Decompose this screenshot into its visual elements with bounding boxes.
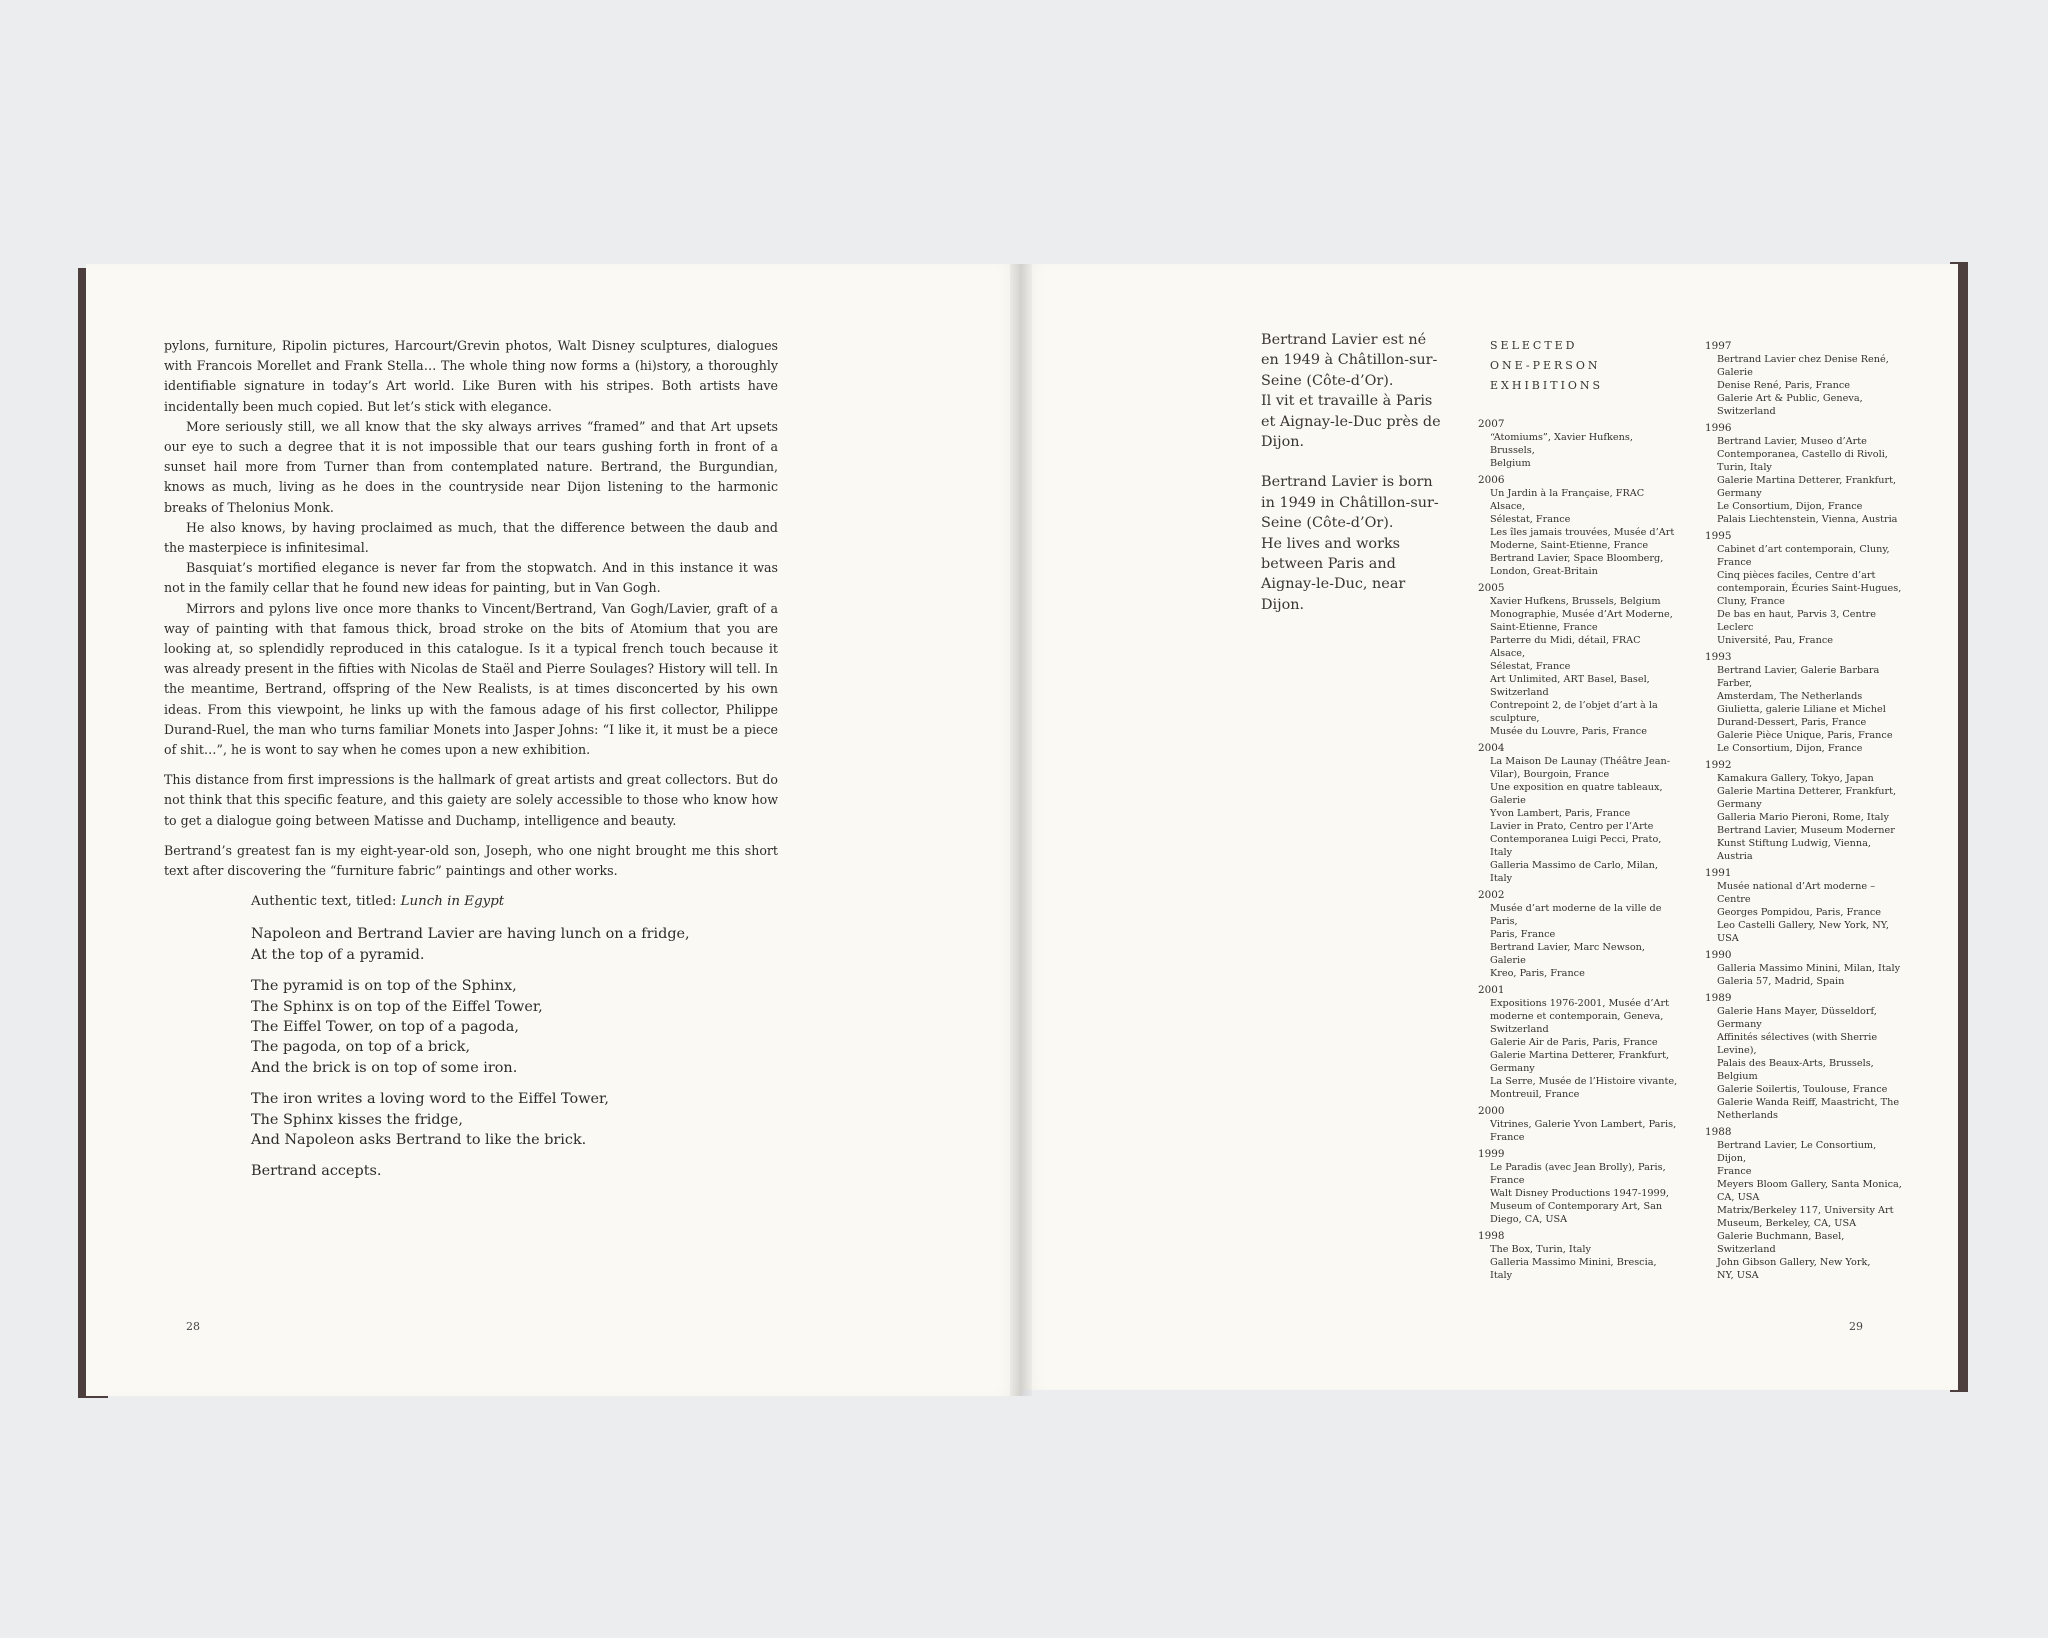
exhibitions-column-2 [1705,336,1905,1282]
exhibition-line: Saint-Etienne, France [1490,622,1598,633]
exhibition-entry [1705,772,1905,863]
exhibition-line: Germany [1717,488,1762,499]
exhibition-line: Germany [1717,799,1762,810]
poem-line: The iron writes a loving word to the Eiffel Tower, [251,1091,609,1108]
bio-line: Dijon. [1261,434,1305,451]
exhibition-line: Galerie Martina Detterer, Frankfurt, [1490,1050,1670,1061]
exhibition-line: Art Unlimited, ART Basel, Basel, [1490,674,1650,685]
exhibition-line: Bertrand Lavier, Galerie Barbara Farber, [1717,665,1880,689]
page-number-left: 28 [186,1320,200,1333]
exhibition-line: Galerie Soilertis, Toulouse, France [1717,1084,1888,1095]
bio-line: Bertrand Lavier est né [1261,332,1427,348]
exhibition-line: Galerie Pièce Unique, Paris, France [1717,730,1893,741]
exhibition-line: Durand-Dessert, Paris, France [1717,717,1867,728]
exhibition-line: Université, Pau, France [1717,635,1833,646]
bio-line: Il vit et travaille à Paris [1261,393,1433,410]
bio-line: et Aignay-le-Duc près de [1261,413,1441,430]
exhibition-entry [1705,1139,1905,1282]
exhibition-line: Expositions 1976-2001, Musée d’Art [1490,998,1669,1009]
exhibition-line: Leo Castelli Gallery, New York, NY, USA [1717,920,1889,944]
exhibition-line: Affinités sélectives (with Sherrie Levine), [1717,1032,1878,1056]
exhibition-line: France [1490,1132,1525,1143]
exhibition-line: Kunst Stiftung Ludwig, Vienna, Austria [1717,838,1871,862]
exhibition-line: Monographie, Musée d’Art Moderne, [1490,609,1673,620]
exhibition-line: Germany [1490,1063,1535,1074]
exhibition-line: Palais Liechtenstein, Vienna, Austria [1717,514,1898,525]
exhibition-year: 1989 [1705,992,1732,1004]
bio-line: between Paris and [1261,556,1396,573]
exhibition-line: Bertrand Lavier, Museum Moderner [1717,825,1895,836]
exhibition-line: Germany [1717,1019,1762,1030]
bio-english [1261,472,1441,615]
heading-line: ONE-PERSON [1490,359,1601,372]
exhibition-line: Lavier in Prato, Centro per l’Arte [1490,821,1654,832]
poem-line: And Napoleon asks Bertrand to like the brick. [251,1132,587,1149]
exhibition-line: Kamakura Gallery, Tokyo, Japan [1717,773,1874,784]
exhibition-line: The Box, Turin, Italy [1490,1244,1591,1255]
exhibition-line: Un Jardin à la Française, FRAC Alsace, [1490,488,1645,512]
exhibition-year: 1991 [1705,867,1732,879]
exhibition-line: Meyers Bloom Gallery, Santa Monica, [1717,1179,1902,1190]
exhibition-line: Bertrand Lavier, Le Consortium, Dijon, [1717,1140,1877,1164]
exhibition-line: Galleria Massimo Minini, Brescia, Italy [1490,1257,1657,1281]
exhibition-year: 1996 [1705,422,1732,434]
exhibition-line: Galerie Buchmann, Basel, Switzerland [1717,1231,1845,1255]
exhibition-line: Cabinet d’art contemporain, Cluny, [1717,544,1890,555]
bio-line: Seine (Côte-d’Or). [1261,515,1394,532]
exhibition-year: 1993 [1705,651,1732,663]
bio-line: in 1949 in Châtillon-sur- [1261,494,1439,511]
exhibition-line: Switzerland [1717,406,1776,417]
exhibition-line: “Atomiums”, Xavier Hufkens, Brussels, [1490,432,1633,456]
exhibition-line: Galerie Martina Detterer, Frankfurt, [1717,786,1897,797]
exhibition-line: Belgium [1490,458,1531,469]
exhibition-line: Museum, Berkeley, CA, USA [1717,1218,1857,1229]
exhibition-line: Musée du Louvre, Paris, France [1490,726,1647,737]
exhibition-year: 1988 [1705,1126,1732,1138]
exhibition-line: Montreuil, France [1490,1089,1580,1100]
exhibition-year: 2004 [1478,742,1505,754]
exhibition-entry [1705,435,1905,526]
exhibition-line: Yvon Lambert, Paris, France [1490,808,1631,819]
exhibition-year: 2001 [1478,984,1505,996]
exhibition-line: Galleria Mario Pieroni, Rome, Italy [1717,812,1889,823]
exhibition-line: Le Consortium, Dijon, France [1717,501,1863,512]
exhibition-entry [1705,880,1905,945]
exhibition-line: Galerie Wanda Reiff, Maastricht, The [1717,1097,1900,1108]
exhibition-line: Bertrand Lavier chez Denise René, Galerie [1717,354,1889,378]
exhibition-year: 1990 [1705,949,1732,961]
essay-paragraph: This distance from first impressions is the hallmark of great artists and great collectors. But do not think that this specific feature, and this gaiety are solely accessible to those who know how to get a dialogue going between Matisse and Duchamp, intelligence and beauty. [164,772,778,828]
essay-paragraph: pylons, furniture, Ripolin pictures, Harcourt/Grevin photos, Walt Disney sculptures, dialogues with Francois Morellet and Frank Stella… The whole thing now forms a (hi)story, a thoroughly identifiable signature in today’s Art world. Like Buren with his stripes. Both artists have incidentally been much copied. But let’s stick with elegance. [164,338,778,414]
exhibition-year: 1995 [1705,530,1732,542]
bio-line: Bertrand Lavier is born [1261,474,1433,491]
exhibition-line: France [1490,1175,1525,1186]
exhibition-line: Galleria Massimo Minini, Milan, Italy [1717,963,1901,974]
exhibition-entry [1705,664,1905,755]
exhibition-entry [1478,755,1678,885]
page-number-right: 29 [1849,1320,1863,1333]
exhibition-line: La Serre, Musée de l’Histoire vivante, [1490,1076,1678,1087]
exhibition-line: Musée d’art moderne de la ville de Paris, [1490,903,1662,927]
exhibition-line: Palais des Beaux-Arts, Brussels, Belgium [1717,1058,1874,1082]
exhibition-line: Cluny, France [1717,596,1785,607]
exhibition-line: Vilar), Bourgoin, France [1490,769,1610,780]
exhibition-line: NY, USA [1717,1270,1759,1281]
exhibition-line: Turin, Italy [1717,462,1772,473]
exhibition-line: Matrix/Berkeley 117, University Art [1717,1205,1894,1216]
bio-line: He lives and works [1261,535,1401,552]
exhibition-line: Galerie Art & Public, Geneva, [1717,393,1863,404]
exhibition-line: Switzerland [1490,1024,1549,1035]
exhibition-entry [1478,595,1678,738]
exhibition-line: Musée national d’Art moderne – Centre [1717,881,1876,905]
exhibition-line: La Maison De Launay (Théâtre Jean- [1490,756,1671,767]
essay-paragraph: He also knows, by having proclaimed as much, that the difference between the daub and the masterpiece is infinitesimal. [164,519,778,556]
essay-paragraph: Bertrand’s greatest fan is my eight-year-old son, Joseph, who one night brought me this short text after discovering the “furniture fabric” paintings and other works. [164,842,778,879]
exhibition-line: Contemporanea, Castello di Rivoli, [1717,449,1888,460]
exhibition-line: Contemporanea Luigi Pecci, Prato, Italy [1490,834,1662,858]
exhibition-line: Vitrines, Galerie Yvon Lambert, Paris, [1490,1119,1677,1130]
poem-title: Lunch in Egypt [400,894,505,909]
exhibition-line: Xavier Hufkens, Brussels, Belgium [1490,596,1661,607]
exhibition-year: 2000 [1478,1105,1505,1117]
bio-line: en 1949 à Châtillon-sur- [1261,352,1438,369]
exhibition-line: London, Great-Britain [1490,566,1598,577]
exhibition-line: Kreo, Paris, France [1490,968,1585,979]
exhibition-entry [1478,431,1678,470]
exhibition-line: CA, USA [1717,1192,1760,1203]
poem-line: Bertrand accepts. [251,1163,382,1180]
exhibition-line: Galerie Hans Mayer, Düsseldorf, [1717,1006,1877,1017]
exhibition-line: Paris, France [1490,929,1556,940]
poem-intro-prefix: Authentic text, titled: [251,894,401,909]
poem-stanza [251,924,711,965]
exhibition-entry [1478,487,1678,578]
poem-stanza [251,976,711,1078]
exhibition-line: Sélestat, France [1490,514,1571,525]
exhibition-line: Diego, CA, USA [1490,1214,1568,1225]
exhibition-entry [1478,997,1678,1101]
essay-paragraph: Mirrors and pylons live once more thanks to Vincent/Bertrand, Van Gogh/Lavier, graft of a way of painting with that famous thick, broad stroke on the bits of Atomium that you are looking at, so splendidly reproduced in this catalogue. Is it a typical french touch because it was already present in the fifties with Nicolas de Staël and Pierre Soulages? History will tell. In the meantime, Bertrand, offspring of the New Realists, is at times disconcerted by his own ideas. From this viewpoint, he links up with the famous adage of his first collector, Philippe Durand-Ruel, the man who turns familiar Monets into Jasper Johns: “I like it, it must be a piece of shit…”, he is wont to say when he comes upon a new exhibition. [164,600,778,758]
exhibition-line: Galerie Air de Paris, Paris, France [1490,1037,1658,1048]
exhibition-line: Bertrand Lavier, Museo d’Arte [1717,436,1867,447]
exhibition-line: Walt Disney Productions 1947-1999, [1490,1188,1669,1199]
exhibition-line: moderne et contemporain, Geneva, [1490,1011,1664,1022]
bio-french [1261,330,1441,452]
exhibition-line: John Gibson Gallery, New York, [1717,1257,1871,1268]
bio-line: Aignay-le-Duc, near [1261,576,1406,593]
exhibition-line: France [1717,557,1752,568]
essay-paragraph: Basquiat’s mortified elegance is never far from the stopwatch. And in this instance it was not in the family cellar that he found new ideas for painting, but in Van Gogh. [164,560,778,596]
exhibition-entry [1705,543,1905,647]
exhibition-line: Museum of Contemporary Art, San [1490,1201,1663,1212]
exhibition-line: Bertrand Lavier, Space Bloomberg, [1490,553,1664,564]
exhibition-line: Contrepoint 2, de l’objet d’art à la sculpture, [1490,700,1658,724]
exhibitions-heading [1490,336,1603,396]
exhibition-year: 2002 [1478,889,1505,901]
bio-line: Seine (Côte-d’Or). [1261,372,1394,389]
exhibition-line: Moderne, Saint-Etienne, France [1490,540,1649,551]
poem-line: Napoleon and Bertrand Lavier are having lunch on a fridge, [251,926,690,943]
poem [251,892,711,1193]
poem-line: The Sphinx kisses the fridge, [251,1111,463,1128]
exhibition-line: Le Consortium, Dijon, France [1717,743,1863,754]
essay-paragraph: More seriously still, we all know that the sky always arrives “framed” and that Art upsets our eye to such a degree that it is not impossible that our tears gushing forth in front of a sunset hail more from Turner than from contemplated nature. Bertrand, the Burgundian, knows as much, living as he does in the countryside near Dijon listening to the harmonic breaks of Thelonius Monk. [164,418,778,515]
poem-line: The Eiffel Tower, on top of a pagoda, [251,1019,519,1036]
heading-line: SELECTED [1490,339,1578,352]
exhibition-line: Galeria 57, Madrid, Spain [1717,976,1845,987]
exhibition-entry [1705,962,1905,988]
poem-line: The pyramid is on top of the Sphinx, [251,978,517,995]
heading-line: EXHIBITIONS [1490,379,1604,392]
poem-stanza [251,1089,711,1150]
artist-bio [1261,330,1441,635]
exhibition-line: Denise René, Paris, France [1717,380,1851,391]
exhibition-line: Galleria Massimo de Carlo, Milan, Italy [1490,860,1658,884]
bio-line: Dijon. [1261,596,1305,613]
exhibition-line: France [1717,1166,1752,1177]
exhibition-line: Le Paradis (avec Jean Brolly), Paris, [1490,1162,1666,1173]
exhibition-entry [1705,1005,1905,1122]
exhibition-year: 2005 [1478,582,1505,594]
exhibition-entry [1478,902,1678,980]
exhibition-entry [1478,1243,1678,1282]
exhibition-entry [1478,1161,1678,1226]
exhibition-line: Sélestat, France [1490,661,1571,672]
exhibition-line: Switzerland [1490,687,1549,698]
exhibition-year: 1997 [1705,340,1732,352]
essay-text [164,336,778,881]
poem-line: And the brick is on top of some iron. [251,1059,518,1076]
exhibition-year: 2007 [1478,418,1505,430]
exhibition-line: Cinq pièces faciles, Centre d’art [1717,570,1876,581]
exhibitions-column-1 [1478,414,1678,1282]
exhibition-line: Galerie Martina Detterer, Frankfurt, [1717,475,1897,486]
exhibition-year: 2006 [1478,474,1505,486]
exhibition-line: Amsterdam, The Netherlands [1717,691,1863,702]
exhibition-line: Netherlands [1717,1110,1778,1121]
poem-line: The Sphinx is on top of the Eiffel Tower, [251,998,543,1015]
poem-intro [251,892,711,912]
exhibition-line: Georges Pompidou, Paris, France [1717,907,1882,918]
poem-line: At the top of a pyramid. [251,946,425,963]
exhibition-year: 1992 [1705,759,1732,771]
exhibition-line: Bertrand Lavier, Marc Newson, Galerie [1490,942,1645,966]
exhibition-entry [1478,1118,1678,1144]
exhibition-line: Une exposition en quatre tableaux, Galerie [1490,782,1663,806]
exhibition-line: De bas en haut, Parvis 3, Centre Leclerc [1717,609,1877,633]
poem-stanza [251,1161,711,1181]
book-gutter [1010,264,1032,1396]
exhibition-entry [1705,353,1905,418]
poem-line: The pagoda, on top of a brick, [251,1039,471,1056]
exhibition-line: Giulietta, galerie Liliane et Michel [1717,704,1886,715]
exhibition-line: Les îles jamais trouvées, Musée d’Art [1490,527,1675,538]
exhibition-year: 1999 [1478,1148,1505,1160]
exhibition-line: Parterre du Midi, détail, FRAC Alsace, [1490,635,1641,659]
exhibition-year: 1998 [1478,1230,1505,1242]
exhibition-line: contemporain, Écuries Saint-Hugues, [1717,583,1902,594]
